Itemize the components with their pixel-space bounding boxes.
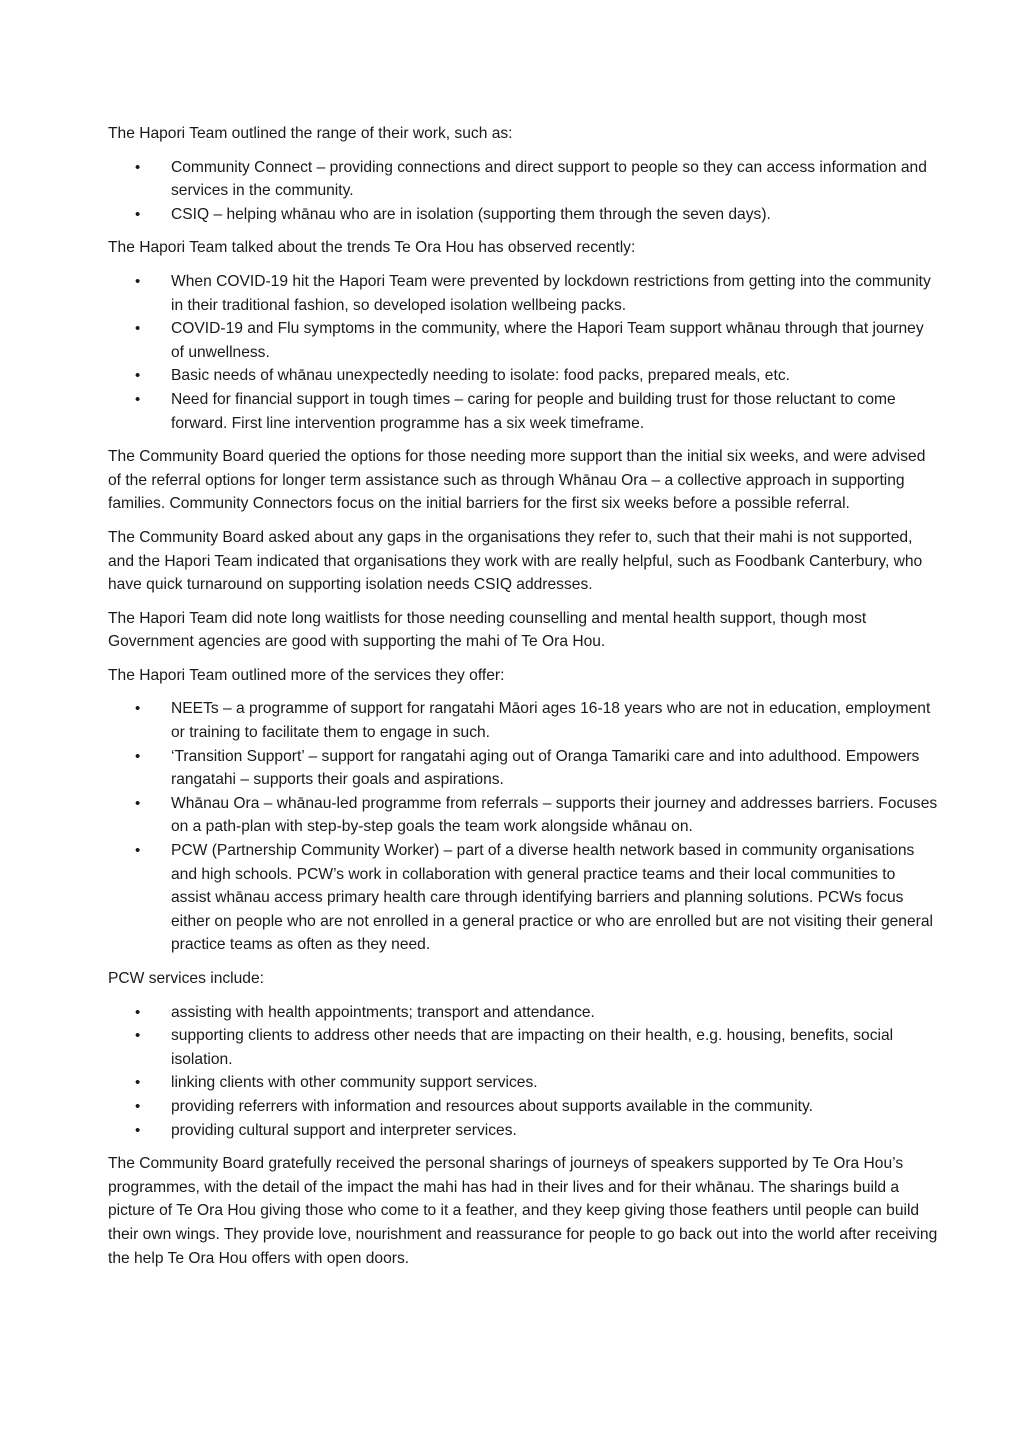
list-item-text: linking clients with other community support services. [171,1074,538,1092]
document-body [108,122,938,1280]
work-list [108,156,938,227]
bullet-icon: • [135,390,141,408]
services-list [108,697,938,957]
list-item [108,388,938,435]
list-item-text: ‘Transition Support’ – support for rangatahi aging out of Oranga Tamariki care and into adulthood. Empowers rangatahi – supports their goals and aspirations. [171,747,920,789]
pcw-services-list [108,1001,938,1143]
paragraph-trends-intro: The Hapori Team talked about the trends Te Ora Hou has observed recently: [108,239,636,257]
paragraph-gaps: The Community Board asked about any gaps in the organisations they refer to, such that their mahi is not supported, and the Hapori Team indicated that organisations they work with are really helpful, such as Foodbank Canterbury, who have quick turnaround on supporting isolation needs CSIQ addresses. [108,528,923,594]
list-item-text: Basic needs of whānau unexpectedly needing to isolate: food packs, prepared meals, etc. [171,367,790,385]
paragraph-referral-options: The Community Board queried the options for those needing more support than the initial six weeks, and were advised of the referral options for longer term assistance such as through Whānau Ora – a collective approach in supporting families. Community Connectors focus on the initial barriers for the first six weeks before a possible referral. [108,448,926,513]
bullet-icon: • [135,1027,141,1045]
list-item [108,270,938,317]
bullet-icon: • [135,320,141,338]
bullet-icon: • [135,158,141,176]
list-item [108,745,938,792]
paragraph-work-intro: The Hapori Team outlined the range of their work, such as: [108,125,513,142]
list-item [108,364,938,388]
list-item [108,1119,938,1143]
list-item-text: NEETs – a programme of support for rangatahi Māori ages 16-18 years who are not in education, employment or training to facilitate them to engage in such. [171,700,931,742]
list-item-text: Need for financial support in tough times – caring for people and building trust for those reluctant to come forward. First line intervention programme has a six week timeframe. [171,390,896,432]
paragraph-waitlists: The Hapori Team did note long waitlists for those needing counselling and mental health support, though most Government agencies are good with supporting the mahi of Te Ora Hou. [108,609,867,651]
list-item [108,1024,938,1071]
paragraph-sharings: The Community Board gratefully received the personal sharings of journeys of speakers supported by Te Ora Hou’s programmes, with the detail of the impact the mahi has had in their lives and for their whānau. The sharings build a picture of Te Ora Hou giving those who come to it a feather, and they keep giving those feathers until people can build their own wings. They provide love, nourishment and reassurance for people to go back out into the world after receiving the help Te Ora Hou offers with open doors. [108,1155,938,1267]
list-item-text: supporting clients to address other needs that are impacting on their health, e.g. housing, benefits, social isolation. [171,1027,894,1068]
bullet-icon: • [135,747,141,765]
bullet-icon: • [135,1074,141,1092]
bullet-icon: • [135,1003,141,1021]
list-item-text: COVID-19 and Flu symptoms in the community, where the Hapori Team support whānau through that journey of unwellness. [171,320,924,361]
bullet-icon: • [135,367,141,385]
list-item [108,1001,938,1025]
bullet-icon: • [135,794,141,812]
list-item [108,697,938,744]
bullet-icon: • [135,842,141,860]
bullet-icon: • [135,1097,141,1115]
list-item [108,839,938,957]
list-item-text: PCW (Partnership Community Worker) – part of a diverse health network based in community organisations and high schools. PCW’s work in collaboration with general practice teams and their local communities to assist whānau access primary health care through identifying barriers and planning solutions. PCWs focus either on people who are not enrolled in a general practice or who are enrolled but are not visiting their general practice teams as often as they need. [171,842,933,954]
bullet-icon: • [135,1121,141,1139]
bullet-icon: • [135,700,141,718]
list-item [108,1071,938,1095]
list-item-text: CSIQ – helping whānau who are in isolation (supporting them through the seven days). [171,205,771,223]
paragraph-pcw-intro: PCW services include: [108,970,264,987]
list-item [108,317,938,364]
trends-list [108,270,938,435]
list-item [108,792,938,839]
list-item-text: providing referrers with information and resources about supports available in the community. [171,1097,813,1115]
list-item [108,156,938,203]
list-item-text: Whānau Ora – whānau-led programme from referrals – supports their journey and addresses barriers. Focuses on a path-plan with step-by-step goals the team work alongside whānau on. [171,794,938,836]
paragraph-services-intro: The Hapori Team outlined more of the services they offer: [108,666,505,684]
list-item-text: assisting with health appointments; transport and attendance. [171,1003,595,1021]
bullet-icon: • [135,205,141,223]
list-item [108,1095,938,1119]
list-item-text: When COVID-19 hit the Hapori Team were prevented by lockdown restrictions from getting into the community in their traditional fashion, so developed isolation wellbeing packs. [171,272,931,314]
list-item-text: Community Connect – providing connections and direct support to people so they can access information and services in the community. [171,158,927,200]
list-item-text: providing cultural support and interpreter services. [171,1121,517,1139]
list-item [108,203,938,227]
bullet-icon: • [135,272,141,290]
